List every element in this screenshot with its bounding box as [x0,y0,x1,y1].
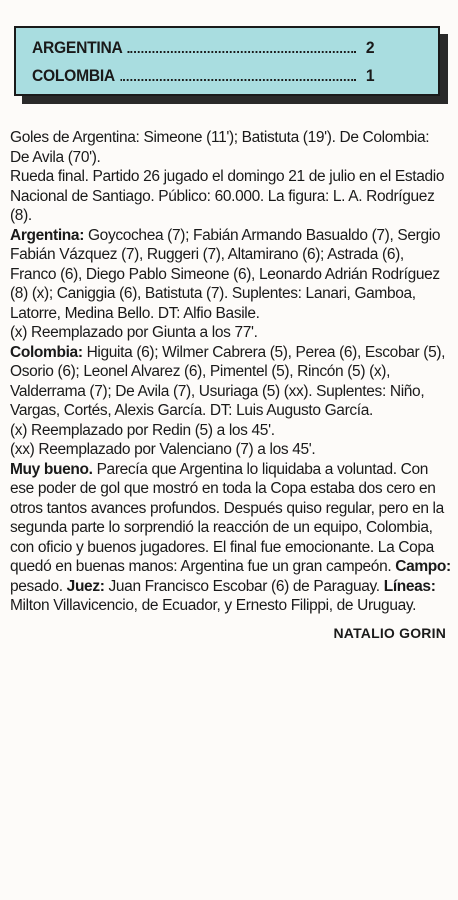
score-box [14,26,440,96]
argentina-lineup [10,226,452,324]
verdict-label: Muy bueno. [10,460,93,478]
team-name: COLOMBIA [32,66,115,85]
colombia-label: Colombia: [10,343,83,361]
juez-label: Juez: [66,577,105,595]
venue-paragraph: Rueda final. Partido 26 jugado el domingo 21 de julio en el Estadio Nacional de Santiago. Público: 60.000. La figura: L. A. Rodríguez (8). [10,168,445,224]
goals-paragraph: Goles de Argentina: Simeone (11'); Batistuta (19'). De Colombia: De Avila (70'). [10,129,430,166]
colombia-lineup [10,343,452,421]
argentina-players: Goycochea (7); Fabián Armando Basualdo (7), Sergio Fabián Vázquez (7), Ruggeri (7), Altamirano (6); Astrada (6), Franco (6), Diego Pablo Simeone (6), Leonardo Adrián Rodríguez (8) (x); Caniggia (6), Batistuta (7). Suplentes: Lanari, Gamboa, Latorre, Medina Bello. DT: Alfio Basile. [10,226,441,322]
campo-label: Campo: [395,558,451,575]
dot-leader [120,79,355,81]
verdict-paragraph [10,460,452,616]
lineas-label: Líneas: [383,577,436,595]
score-row-colombia [32,62,374,86]
dot-leader [128,51,356,53]
colombia-players: Higuita (6); Wilmer Cabrera (5), Perea (6), Escobar (5), Osorio (6); Leonel Alvarez (6), Pimentel (5), Rincón (5) (x), Valderrama (7); De Avila (7), Usuriaga (5) (xx). Suplentes: Niño, Vargas, Cortés, Alexis García. DT: Luis Augusto García. [10,343,446,419]
score-row-argentina [32,34,374,58]
team-name: ARGENTINA [32,38,123,57]
lineas-text: Milton Villavicencio, de Ecuador, y Ernesto Filippi, de Uruguay. [10,597,417,614]
argentina-label: Argentina: [10,226,85,244]
team-goals: 2 [365,38,375,57]
author-byline: NATALIO GORIN [333,624,446,641]
colombia-substitution-xx: (xx) Reemplazado por Valenciano (7) a los 45'. [10,441,316,458]
team-goals: 1 [365,66,375,85]
match-report [10,128,452,643]
argentina-substitution: (x) Reemplazado por Giunta a los 77'. [10,324,258,341]
juez-text: Juan Francisco Escobar (6) de Paraguay. [104,577,384,595]
colombia-substitution-x: (x) Reemplazado por Redin (5) a los 45'. [10,421,275,439]
campo-text: pesado. [10,577,67,595]
verdict-text: Parecía que Argentina lo liquidaba a voluntad. Con ese poder de gol que mostró en toda la Copa estaba dos cero en otros tantos avances profundos. Después quiso regular, pero en la segunda parte lo sorprendió la reacción de un equipo, Colombia, con oficio y buenos jugadores. El final fue emocionante. La Copa quedó en buenas manos: Argentina fue un gran campeón. [10,460,444,575]
